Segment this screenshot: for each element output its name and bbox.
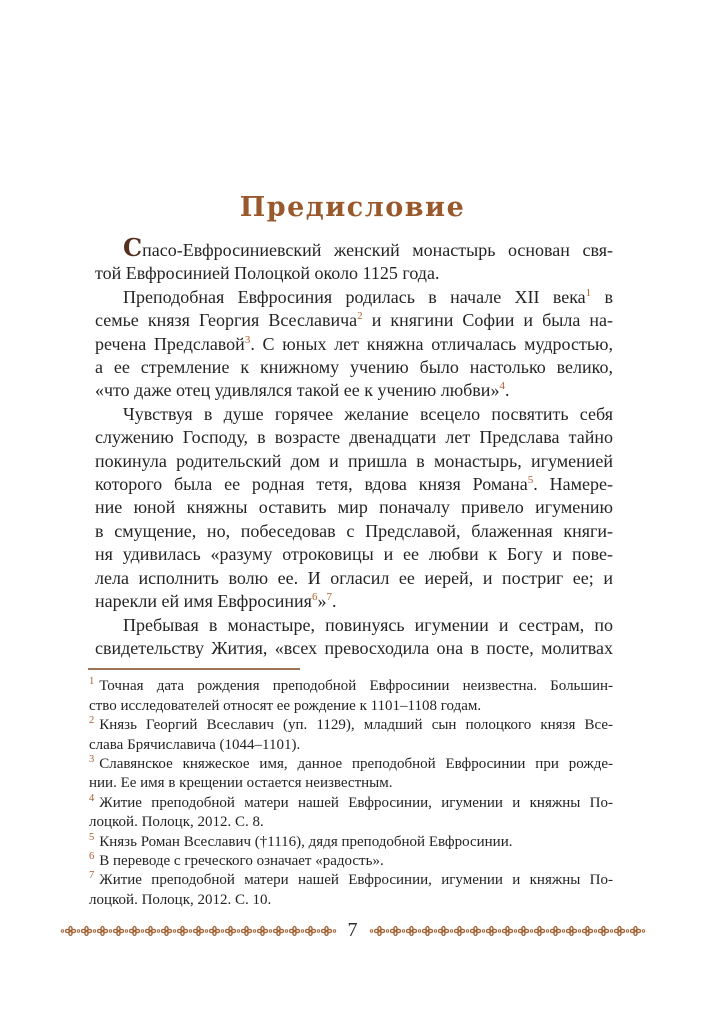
flower-ornament-icon: [81, 924, 92, 938]
ornament-chain-left: [60, 924, 337, 938]
text-line: $^3$ Славянское княжеское имя, данное преподобной Евфросинии при рожде-: [89, 753, 613, 772]
paragraph: [95, 286, 613, 403]
body-text: [95, 233, 613, 660]
ornament-chain-right: [369, 924, 646, 938]
text-line: Спасо-Евфросиниевский женский монастырь основан свя-: [123, 233, 613, 262]
flower-ornament-icon: [289, 924, 300, 938]
text-line: ство исследователей относят ее рождение к 1101–1108 годам.: [89, 697, 482, 714]
text-line: $^1$ Точная дата рождения преподобной Евфросинии неизвестна. Большин-: [89, 676, 613, 695]
text-line: в смущение, но, побеседовав с Предславой, блаженная княги-: [95, 520, 613, 541]
footnote: [89, 677, 613, 716]
flower-ornament-icon: [209, 924, 220, 938]
footnote-reference: 7: [326, 591, 332, 604]
flower-ornament-icon: [518, 924, 529, 938]
flower-ornament-icon: [273, 924, 284, 938]
chapter-title: Предисловие: [239, 192, 466, 223]
footnote-marker: 7: [89, 870, 95, 882]
page-footer: [0, 919, 705, 942]
flower-ornament-icon: [97, 924, 108, 938]
footnote: [89, 716, 613, 755]
flower-ornament-icon: [550, 924, 561, 938]
flower-ornament-icon: [113, 924, 124, 938]
footnote-reference: 3: [244, 333, 251, 346]
footnote-reference: 5: [527, 474, 534, 487]
text-line: $^4$ Житие преподобной матери нашей Евфросинии, игумении и княжны По-: [89, 792, 613, 811]
flower-ornament-icon: [225, 924, 236, 938]
footnote-marker: 5: [89, 831, 95, 843]
text-line: а ее стремление к книжному учению было настолько велико,: [95, 357, 613, 378]
text-line: ние юной княжны оставить мир поначалу привело игумению: [95, 497, 613, 518]
flower-ornament-icon: [161, 924, 172, 938]
flower-ornament-icon: [598, 924, 609, 938]
text-line: покинула родительский дом и пришла в монастырь, игуменией: [95, 450, 613, 471]
text-line: $^2$ Князь Георгий Всеславич (уп. 1129), младший сын полоцкого князя Все-: [89, 715, 613, 734]
flower-ornament-icon: [145, 924, 156, 938]
text-line: «что даже отец удивлялся такой ее к учению любви»$^4$.: [95, 380, 510, 401]
flower-ornament-icon: [177, 924, 188, 938]
footnote-marker: 3: [89, 753, 95, 765]
text-line: той Евфросинией Полоцкой около 1125 года.: [95, 263, 440, 284]
text-line: $^6$ В переводе с греческого означает «радость».: [89, 850, 384, 869]
flower-ornament-icon: [406, 924, 417, 938]
footnote-reference: 6: [311, 591, 318, 604]
text-line: которого была ее родная тетя, вдова князя Романа$^5$. Намере-: [95, 474, 613, 495]
footnote-marker: 4: [89, 792, 95, 804]
flower-ornament-icon: [470, 924, 481, 938]
flower-ornament-icon: [241, 924, 252, 938]
footnotes-section: [89, 677, 613, 910]
footnote: [89, 833, 613, 852]
text-line: слава Брячиславича (1044–1101).: [89, 736, 301, 753]
flower-ornament-icon: [534, 924, 545, 938]
flower-ornament-icon: [438, 924, 449, 938]
text-line: ня удивилась «разуму отроковицы и ее любви к Богу и пове-: [95, 544, 613, 565]
footnote-marker: 6: [89, 850, 95, 862]
footnote: [89, 871, 613, 910]
text-line: семье князя Георгия Всеславича$^2$ и княгини Софии и была на-: [95, 310, 613, 331]
flower-ornament-icon: [502, 924, 513, 938]
text-line: служению Господу, в возрасте двенадцати лет Предслава тайно: [95, 427, 613, 448]
paragraph: [95, 233, 613, 286]
text-line: речена Предславой$^3$. С юных лет княжна отличалась мудростью,: [95, 333, 613, 354]
footnote-marker: 2: [89, 715, 95, 727]
flower-ornament-icon: [257, 924, 268, 938]
footnote: [89, 852, 613, 871]
footnote-reference: 1: [585, 286, 592, 299]
text-line: лоцкой. Полоцк, 2012. С. 8.: [89, 814, 264, 831]
flower-ornament-icon: [582, 924, 593, 938]
footnote-marker: 1: [89, 676, 95, 688]
footnote: [89, 794, 613, 833]
ring-link-icon: [332, 924, 337, 938]
flower-ornament-icon: [193, 924, 204, 938]
text-line: Чувствуя в душе горячее желание всецело посвятить себя: [123, 403, 613, 424]
flower-ornament-icon: [65, 924, 76, 938]
text-line: свидетельству Жития, «всех превосходила она в посте, молитвах: [95, 637, 613, 658]
paragraph: [95, 614, 613, 661]
footnote: [89, 755, 613, 794]
flower-ornament-icon: [422, 924, 433, 938]
text-line: Пребывая в монастыре, повинуясь игумении и сестрам, по: [123, 614, 613, 635]
paragraph: [95, 403, 613, 614]
text-line: лоцкой. Полоцк, 2012. С. 10.: [89, 891, 272, 908]
text-line: лела исполнить волю ее. И огласил ее иерей, и постриг ее; и: [95, 567, 613, 588]
text-line: Преподобная Евфросиния родилась в начале XII века$^1$ в: [123, 286, 613, 307]
flower-ornament-icon: [305, 924, 316, 938]
page-number: 7: [347, 919, 358, 941]
text-line: $^5$ Князь Роман Всеславич (†1116), дядя преподобной Евфросинии.: [89, 831, 513, 850]
flower-ornament-icon: [321, 924, 332, 938]
text-line: $^7$ Житие преподобной матери нашей Евфросинии, игумении и княжны По-: [89, 870, 613, 889]
flower-ornament-icon: [390, 924, 401, 938]
drop-cap-initial: С: [123, 233, 143, 262]
footnote-reference: 4: [499, 380, 505, 393]
flower-ornament-icon: [566, 924, 577, 938]
ring-link-icon: [641, 924, 646, 938]
flower-ornament-icon: [630, 924, 641, 938]
footnote-reference: 2: [357, 310, 363, 323]
text-line: нии. Ее имя в крещении остается неизвестным.: [89, 775, 393, 792]
flower-ornament-icon: [129, 924, 140, 938]
flower-ornament-icon: [374, 924, 385, 938]
footnote-separator: [88, 668, 300, 670]
flower-ornament-icon: [486, 924, 497, 938]
flower-ornament-icon: [614, 924, 625, 938]
flower-ornament-icon: [454, 924, 465, 938]
text-line: нарекли ей имя Евфросиния$^6$»$^7$.: [95, 591, 337, 612]
